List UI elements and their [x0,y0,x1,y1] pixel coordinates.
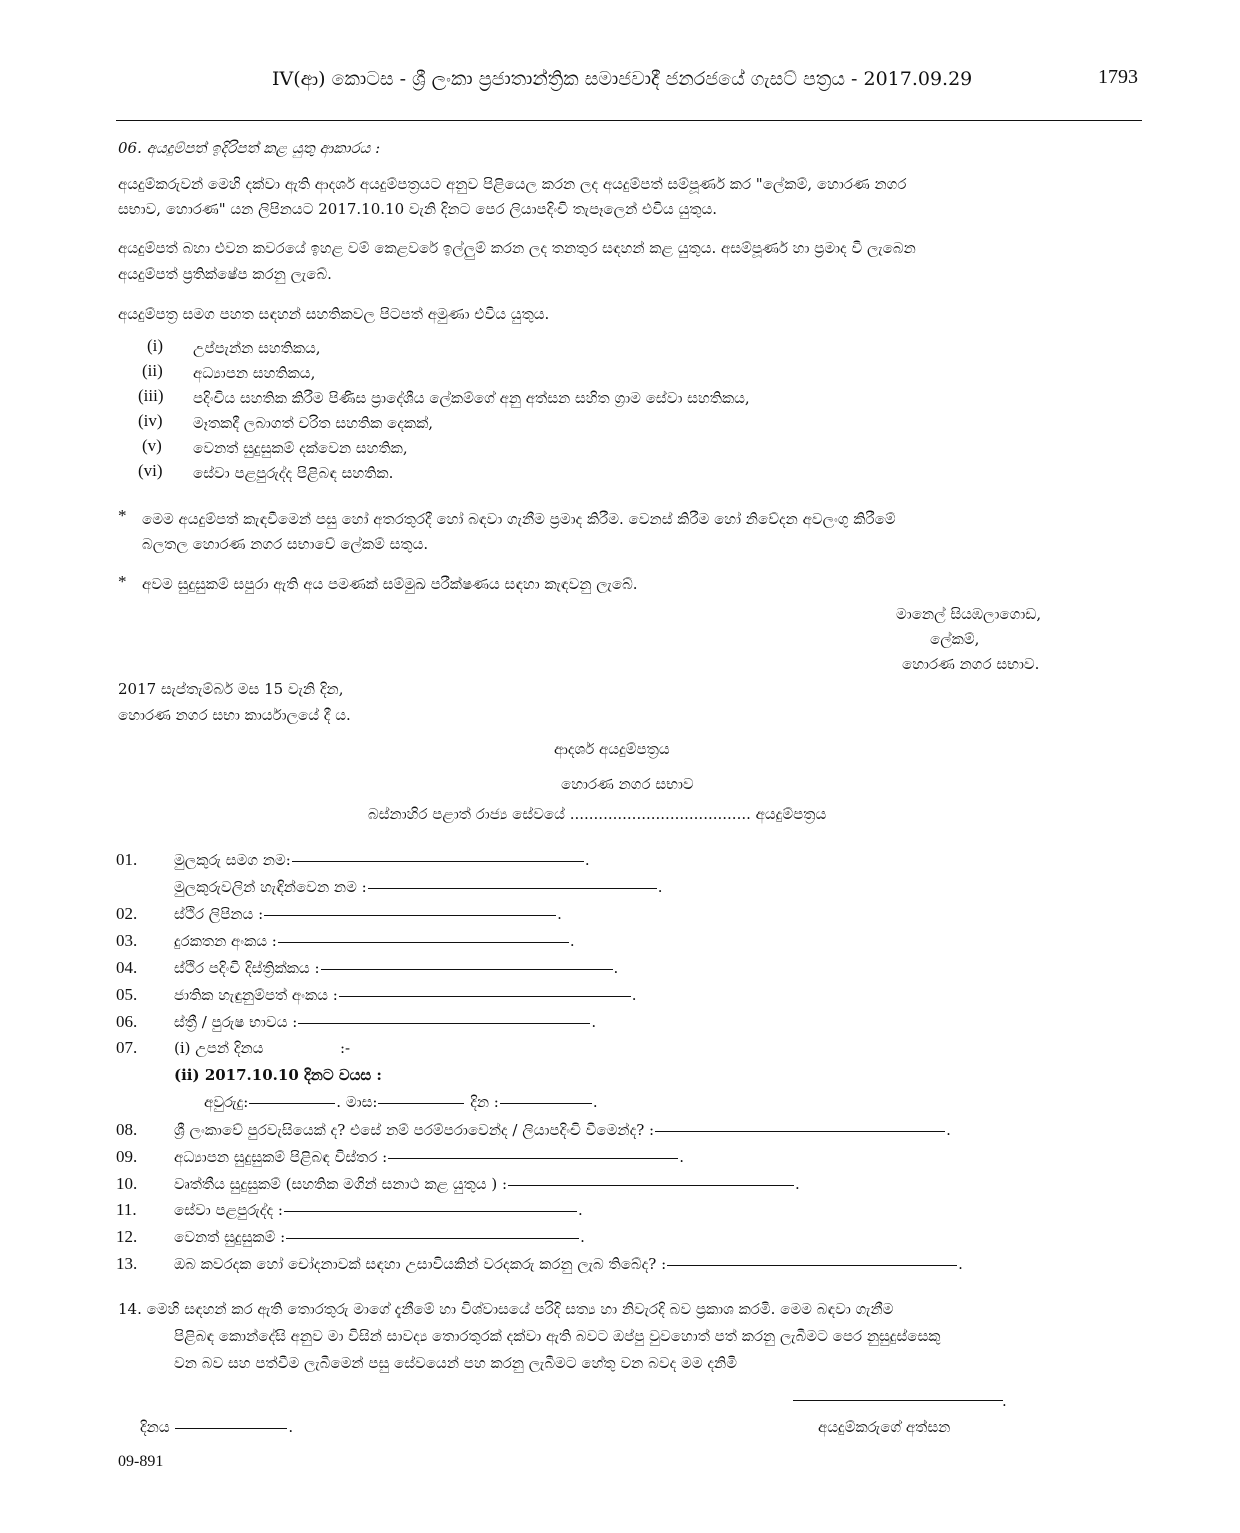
field-convictions: ඔබ කවරදක හෝ චෝදනාවක් සඳහා උසාවියකින් වරදකරු කරනු ලැබ තිබේද? : . [174,1255,963,1273]
field-professional-qualifications: වෘත්තීය සුදුසුකම් (සහතික මගින් සනාථ කළ යුතුය ) : . [174,1175,800,1193]
note2: අවම සුදුසුකම් සපුරා ඇති අය පමණක් සම්මුඛ පරීක්ෂණය සඳහා කැඳවනු ලැබේ. [142,575,638,593]
field-gender: ස්ත්‍රී / පුරුෂ භාවය : . [174,1013,597,1031]
blank-line[interactable] [321,969,613,970]
field-number: 04. [116,958,138,977]
field-label: වෘත්තීය සුදුසුකම් (සහතික මගින් සනාථ කළ යුතුය ) : [174,1175,508,1193]
certificate-item: පදිංචිය සහතික කිරීම පිණිස ප්‍රාදේශීය ලේකම්ගේ අනු අත්සන සහිත ග්‍රාම සේවා සහතිකය, [193,389,750,407]
blank-line[interactable] [500,1103,592,1104]
section-06-para2-line2: අයදුම්පත් ප්‍රතික්ෂේප කරනු ලැබේ. [118,265,332,283]
field-label: මුලකුරු සමග නම: [174,851,291,869]
field-number: 11. [116,1200,137,1219]
field-other-qualifications: වෙනත් සුදුසුකම් : . [174,1228,585,1246]
days-label: දින : [470,1093,499,1111]
certificate-item: මෑතකදී ලබාගත් චරිත සහතික දෙකක්, [193,414,434,432]
service-dots: ...................................... [569,805,751,823]
field-label: (i) උපන් දිනය [174,1039,264,1057]
blank-line[interactable] [278,942,569,943]
signature-line-dot: . [1002,1392,1007,1410]
date-field: දිනය . [140,1418,294,1436]
field-number: 09. [116,1147,138,1166]
model-form-service-line [368,805,826,823]
field-label: ස්ථිර ලිපිනය : [174,905,264,923]
field-number: 13. [116,1254,138,1273]
field-permanent-address: ස්ථිර ලිපිනය : . [174,905,562,923]
signatory-title: ලේකම්, [930,630,980,648]
field-label: ජාතික හැඳුනුම්පත් අංකය : [174,986,338,1004]
applicant-signature-line[interactable] [793,1400,1003,1401]
blank-line[interactable] [378,1103,464,1104]
field-number: 06. [116,1012,138,1031]
blank-line[interactable] [655,1131,945,1132]
note-bullet: * [118,572,127,591]
years-label: අවුරුදු: [204,1093,249,1111]
declaration-line1: 14. මෙහි සඳහන් කර ඇති තොරතුරු මාගේ දැනීමේ හා විශ්වාසයේ පරිදි සත්‍ය හා නිවැරදි බව ප්‍රකාශ කරමි. මෙම බඳවා ගැනීම [118,1300,894,1318]
certificate-number: (i) [147,336,164,355]
field-district: ස්ථිර පදිංචි දිස්ත්‍රික්කය : . [174,959,619,977]
applicant-signature-label: අයදුම්කරුගේ අත්සන [818,1418,951,1436]
field-number: 07. [116,1038,138,1057]
blank-line[interactable] [292,861,584,862]
field-label: වෙනත් සුදුසුකම් : [174,1228,286,1246]
field-label: ස්ථිර පදිංචි දිස්ත්‍රික්කය : [174,959,320,977]
field-age-breakdown: අවුරුදු: . මාස: දින : . [204,1093,598,1111]
gazette-header-title: IV(ආ) කොටස - ශ්‍රී ලංකා ප්‍රජාතාන්ත්‍රික සමාජවාදී ජනරජයේ ගැසට් පත්‍රය - 2017.09.29 [272,68,973,90]
months-label: මාස: [345,1093,378,1111]
certificate-item: වෙනත් සුදුසුකම් දක්වෙන සහතික, [193,439,408,457]
section-06-para3: අයදුම්පත්‍ර සමග පහත සඳහන් සහතිකවල පිටපත් අමුණා එවිය යුතුය. [118,305,550,323]
signatory-name: මානෙල් සියඹලාගොඩ, [896,605,1042,623]
field-label: සේවා පළපුරුද්ද : [174,1201,283,1219]
field-label: ඔබ කවරදක හෝ චෝදනාවක් සඳහා උසාවියකින් වරදකරු කරනු ලැබ තිබේද? : [174,1255,667,1273]
document-code: 09-891 [118,1453,164,1470]
certificate-number: (iii) [138,386,164,405]
note-bullet: * [118,506,127,525]
field-number: 10. [116,1174,138,1193]
blank-line[interactable] [388,1158,678,1159]
issue-place: හොරණ නගර සභා කාර්යාලයේ දී ය. [118,706,351,724]
blank-line[interactable] [508,1185,794,1186]
field-name-by-initials: මුලකුරුවලින් හැඳින්වෙන නම : . [174,878,663,896]
field-number: 08. [116,1120,138,1139]
field-telephone: දුරකතන අංකය : . [174,932,575,950]
certificate-number: (iv) [138,411,163,430]
field-full-name: මුලකුරු සමග නම: . [174,851,590,869]
field-label: ස්ත්‍රී / පුරුෂ භාවය : [174,1013,298,1031]
field-number: 03. [116,931,138,950]
field-age-at-date: (ii) 2017.10.10 දිනට වයස : [174,1066,382,1084]
declaration-line2: පිළිබඳ කොන්දේසි අනුව මා විසින් සාවද්‍ය තොරතුරක් දක්වා ඇති බවට ඔප්පු වුවහොත් පත් කරනු ලැබීමට පෙර නුසුදුස්සෙකු [174,1327,941,1345]
field-citizenship: ශ්‍රී ලංකාවේ පුරවැසියෙක් ද? එසේ නම් පරම්පරාවෙන්ද / ලියාපදිංචි වීමෙන්ද? : . [174,1121,951,1139]
note1-line2: බලතල හොරණ නගර සභාවේ ලේකම් සතුය. [142,535,429,553]
field-number: 02. [116,904,138,923]
certificate-number: (v) [142,436,162,455]
blank-line[interactable] [286,1238,579,1239]
issue-date: 2017 සැප්තැම්බර් මස 15 වැනි දින, [118,680,344,698]
date-label: දිනය [140,1418,170,1436]
section-06-heading: 06. අයදුම්පත් ඉදිරිපත් කළ යුතු ආකාරය : [118,139,381,157]
section-06-para1-line2: සභාව, හොරණ" යන ලිපිනයට 2017.10.10 වැනි දිනට පෙර ලියාපදිංචි තැපෑලෙන් එවිය යුතුය. [118,200,718,218]
page-number: 1793 [1098,66,1138,88]
field-birth-date-colon: :- [340,1039,351,1057]
blank-line[interactable] [339,996,631,997]
field-number: 01. [116,850,138,869]
field-nic: ජාතික හැඳුනුම්පත් අංකය : . [174,986,637,1004]
field-label: ශ්‍රී ලංකාවේ පුරවැසියෙක් ද? එසේ නම් පරම්පරාවෙන්ද / ලියාපදිංචි වීමෙන්ද? : [174,1121,655,1139]
field-label: මුලකුරුවලින් හැඳින්වෙන නම : [174,878,367,896]
blank-line[interactable] [667,1265,957,1266]
declaration-line3: වන බව සහ පත්වීම ලැබීමෙන් පසු සේවයෙන් පහ කරනු ලැබීමට හේතු වන බවද මම දනිමි [174,1354,738,1372]
blank-line[interactable] [298,1023,590,1024]
date-blank-line[interactable] [175,1428,287,1429]
field-birth-date [174,1039,263,1057]
section-06-para2-line1: අයදුම්පත් බහා එවන කවරයේ ඉහළ වම් කෙළවරේ ඉල්ලුම් කරන ලද තනතුර සඳහන් කළ යුතුය. අසම්පූර්ණ හා ප්‍රමාද වී ලැබෙන [118,239,916,257]
model-form-title: ආදර්ශ අයදුම්පත්‍රය [554,740,670,758]
certificate-item: උප්පැන්න සහතිකය, [193,339,321,357]
note1-line1: මෙම අයදුම්පත් කැඳවීමෙන් පසු හෝ අතරතුරදී හෝ බඳවා ගැනීම ප්‍රමාද කිරීම. වෙනස් කිරීම හෝ නිවේදන අවලංගු කිරීමේ [142,510,896,528]
certificate-number: (vi) [138,461,163,480]
certificate-item: සේවා පළපුරුද්ද පිළිබඳ සහතික. [193,464,394,482]
blank-line[interactable] [284,1211,577,1212]
blank-line[interactable] [368,888,657,889]
service-suffix: අයදුම්පත්‍රය [755,805,827,823]
field-label: අධ්‍යාපන සුදුසුකම් පිළිබඳ විස්තර : [174,1148,388,1166]
field-number: 12. [116,1227,138,1246]
certificate-number: (ii) [142,361,163,380]
section-06-para1-line1: අයදුම්කරුවන් මෙහි දක්වා ඇති ආදර්ශ අයදුම්පත්‍රයට අනුව පිළියෙල කරන ලද අයදුම්පත් සම්පූර්ණ කර "ලේකම්, හොරණ නගර [118,175,907,193]
field-label: දුරකතන අංකය : [174,932,277,950]
field-education: අධ්‍යාපන සුදුසුකම් පිළිබඳ විස්තර : . [174,1148,684,1166]
header-divider [116,120,1142,121]
blank-line[interactable] [264,915,556,916]
field-experience: සේවා පළපුරුද්ද : . [174,1201,583,1219]
signatory-office: හොරණ නගර සභාව. [902,655,1040,673]
field-number: 05. [116,985,138,1004]
blank-line[interactable] [249,1103,335,1104]
service-prefix: බස්නාහිර පළාත් රාජ්‍ය සේවයේ [368,805,565,823]
certificate-item: අධ්‍යාපන සහතිකය, [193,364,316,382]
model-form-council: හොරණ නගර සභාව [561,775,694,793]
